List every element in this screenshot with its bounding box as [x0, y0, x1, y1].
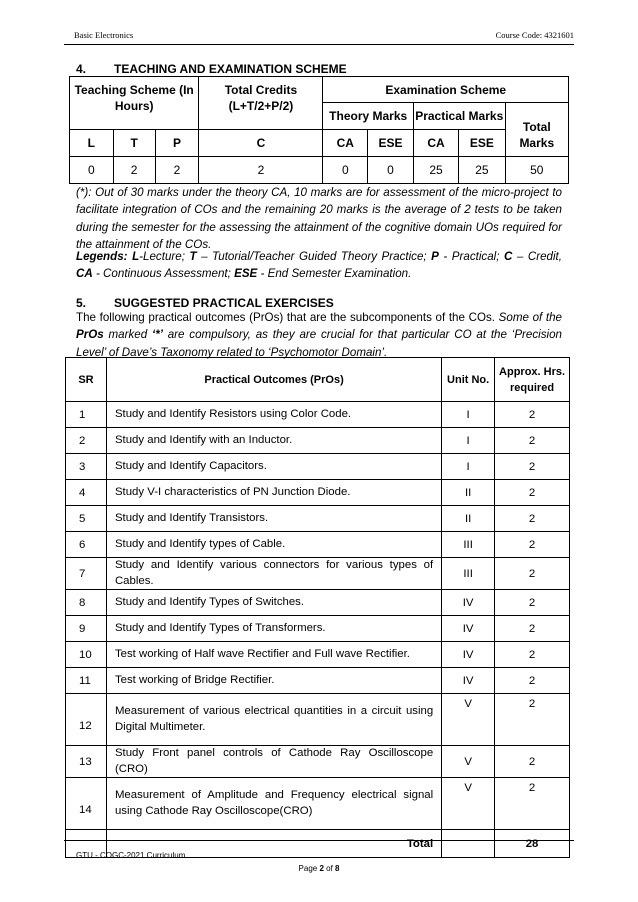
header-hours: Approx. Hrs. required [495, 358, 570, 402]
total-label: Total [106, 830, 441, 858]
table-row: 5 Study and Identify Transistors. II 2 [66, 506, 570, 532]
header-unit: Unit No. [442, 358, 495, 402]
table-row: 7 Study and Identify various connectors for various types of Cables. III 2 [66, 558, 570, 590]
table-row: 4 Study V-I characteristics of PN Junction Diode. II 2 [66, 480, 570, 506]
col-practical-ese: ESE [459, 130, 505, 157]
table-row: 3 Study and Identify Capacitors. I 2 [66, 454, 570, 480]
section-5-intro: The following practical outcomes (PrOs) that are the subcomponents of the COs. Some of the PrOs marked ‘*’ are compulsory, as they are crucial for that particular CO at the ‘Precision Level’ of Dave’s Taxonomy related to ‘Psychomotor Domain’. [76, 311, 563, 359]
value-practical-ca: 25 [413, 157, 458, 184]
section-4-heading: 4. TEACHING AND EXAMINATION SCHEME [76, 62, 347, 76]
col-c: C [199, 130, 323, 157]
practical-outcomes-table [65, 357, 570, 858]
section-4-title: TEACHING AND EXAMINATION SCHEME [114, 62, 347, 76]
header-outcomes: Practical Outcomes (PrOs) [106, 358, 441, 402]
table-row: 9 Study and Identify Types of Transformers. IV 2 [66, 616, 570, 642]
value-t: 2 [113, 157, 155, 184]
col-l: L [70, 130, 114, 157]
col-practical-ca: CA [413, 130, 458, 157]
table-row: 6 Study and Identify types of Cable. III 2 [66, 532, 570, 558]
footer-curriculum: GTU - COGC-2021 Curriculum [76, 851, 186, 860]
col-theory-ese: ESE [368, 130, 414, 157]
col-p: P [155, 130, 199, 157]
section-5-heading: 5. SUGGESTED PRACTICAL EXERCISES [76, 296, 334, 310]
header-course-name: Basic Electronics [74, 30, 134, 40]
value-c: 2 [199, 157, 323, 184]
col-theory-ca: CA [323, 130, 368, 157]
table-row: 2 Study and Identify with an Inductor. I 2 [66, 428, 570, 454]
table-row: 13 Study Front panel controls of Cathode Ray Oscilloscope (CRO) V 2 [66, 746, 570, 778]
total-marks-header: Total Marks [505, 103, 568, 157]
value-practical-ese: 25 [459, 157, 505, 184]
total-hours: 28 [495, 830, 570, 858]
value-total-marks: 50 [505, 157, 568, 184]
table-row: 8 Study and Identify Types of Switches. IV 2 [66, 590, 570, 616]
col-t: T [113, 130, 155, 157]
header-sr: SR [66, 358, 107, 402]
table-row: 14 Measurement of Amplitude and Frequency electrical signal using Cathode Ray Oscilloscope(CRO) V 2 [66, 778, 570, 830]
value-l: 0 [70, 157, 114, 184]
page-number: Page 2 of 8 [298, 864, 340, 873]
theory-marks-header: Theory Marks [323, 103, 413, 130]
practical-marks-header: Practical Marks [413, 103, 505, 130]
header-course-code: Course Code: 4321601 [495, 30, 574, 40]
table-row: 12 Measurement of various electrical quantities in a circuit using Digital Multimeter. V 2 [66, 694, 570, 746]
total-credits-header: Total Credits (L+T/2+P/2) [199, 77, 323, 130]
header-rule [64, 44, 574, 45]
teaching-scheme-table [69, 76, 569, 184]
legends: Legends: L-Lecture; T – Tutorial/Teacher Guided Theory Practice; P - Practical; C – Credit, CA - Continuous Assessment; ESE - End Semester Examination. [76, 250, 562, 281]
table-row: 10 Test working of Half wave Rectifier and Full wave Rectifier. IV 2 [66, 642, 570, 668]
scheme-values-row [70, 157, 569, 184]
section-5-title: SUGGESTED PRACTICAL EXERCISES [114, 296, 334, 310]
table-row: 11 Test working of Bridge Rectifier. IV 2 [66, 668, 570, 694]
ca-note: (*): Out of 30 marks under the theory CA, 10 marks are for assessment of the micro-project to facilitate integration of COs and the remaining 20 marks is the average of 2 tests to be taken during the semester for the assessing the attainment of the cognitive domain UOs required for the attainment of the COs. [76, 186, 562, 252]
value-theory-ese: 0 [368, 157, 414, 184]
exam-scheme-header: Examination Scheme [323, 77, 569, 103]
page-header [74, 30, 574, 44]
teaching-scheme-header: Teaching Scheme (In Hours) [70, 77, 199, 130]
table-row: 1 Study and Identify Resistors using Color Code. I 2 [66, 402, 570, 428]
footer-rule [64, 840, 574, 841]
value-p: 2 [155, 157, 199, 184]
value-theory-ca: 0 [323, 157, 368, 184]
